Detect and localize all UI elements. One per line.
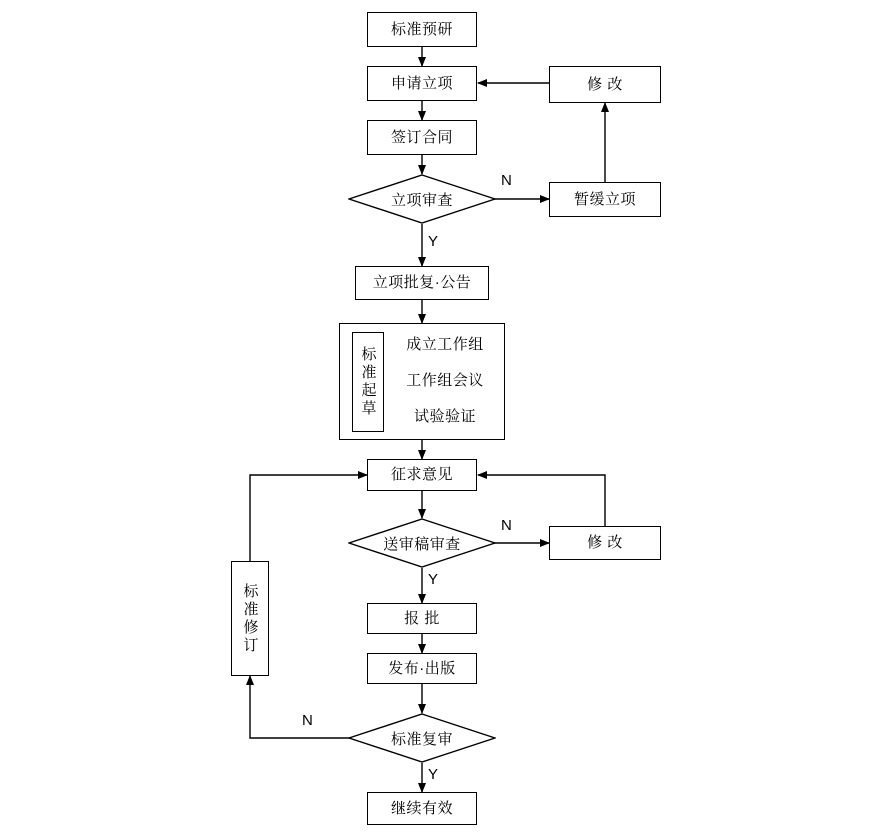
node-continue-valid[interactable]: 继续有效 xyxy=(367,792,477,825)
node-apply-project[interactable]: 申请立项 xyxy=(367,66,477,101)
node-pre-research[interactable]: 标准预研 xyxy=(367,12,477,47)
node-publish[interactable]: 发布·出版 xyxy=(367,653,477,684)
node-revise-mid[interactable]: 修 改 xyxy=(549,526,661,560)
node-submit-approval[interactable]: 报 批 xyxy=(367,603,477,634)
decision-standard-reexam-label: 标准复审 xyxy=(390,730,453,748)
decision-standard-reexam[interactable] xyxy=(348,713,496,763)
edge-label-project-review-no: N xyxy=(501,172,512,189)
node-sign-contract[interactable]: 签订合同 xyxy=(367,120,477,155)
node-revise-top[interactable]: 修 改 xyxy=(549,66,661,103)
node-solicit-opinions[interactable]: 征求意见 xyxy=(367,459,477,491)
decision-draft-review-label: 送审稿审查 xyxy=(383,535,461,553)
drafting-group-label: 标准起草 xyxy=(352,332,384,432)
node-suspend-project[interactable]: 暂缓立项 xyxy=(549,182,661,217)
node-group-meeting[interactable]: 工作组会议 xyxy=(395,364,495,398)
decision-project-review[interactable] xyxy=(348,174,496,224)
decision-project-review-label: 立项审查 xyxy=(390,191,453,209)
node-standard-revision[interactable]: 标准修订 xyxy=(231,561,269,676)
edge-label-reexam-yes: Y xyxy=(428,766,439,783)
node-experiment-verify[interactable]: 试验验证 xyxy=(395,400,495,434)
node-project-approval[interactable]: 立项批复·公告 xyxy=(355,266,489,300)
edge-label-draft-review-yes: Y xyxy=(428,571,439,588)
edge-label-project-review-yes: Y xyxy=(428,233,439,250)
edge-label-draft-review-no: N xyxy=(501,517,512,534)
node-form-group[interactable]: 成立工作组 xyxy=(395,328,495,362)
decision-draft-review[interactable] xyxy=(348,518,496,568)
edge-label-reexam-no: N xyxy=(302,712,313,729)
